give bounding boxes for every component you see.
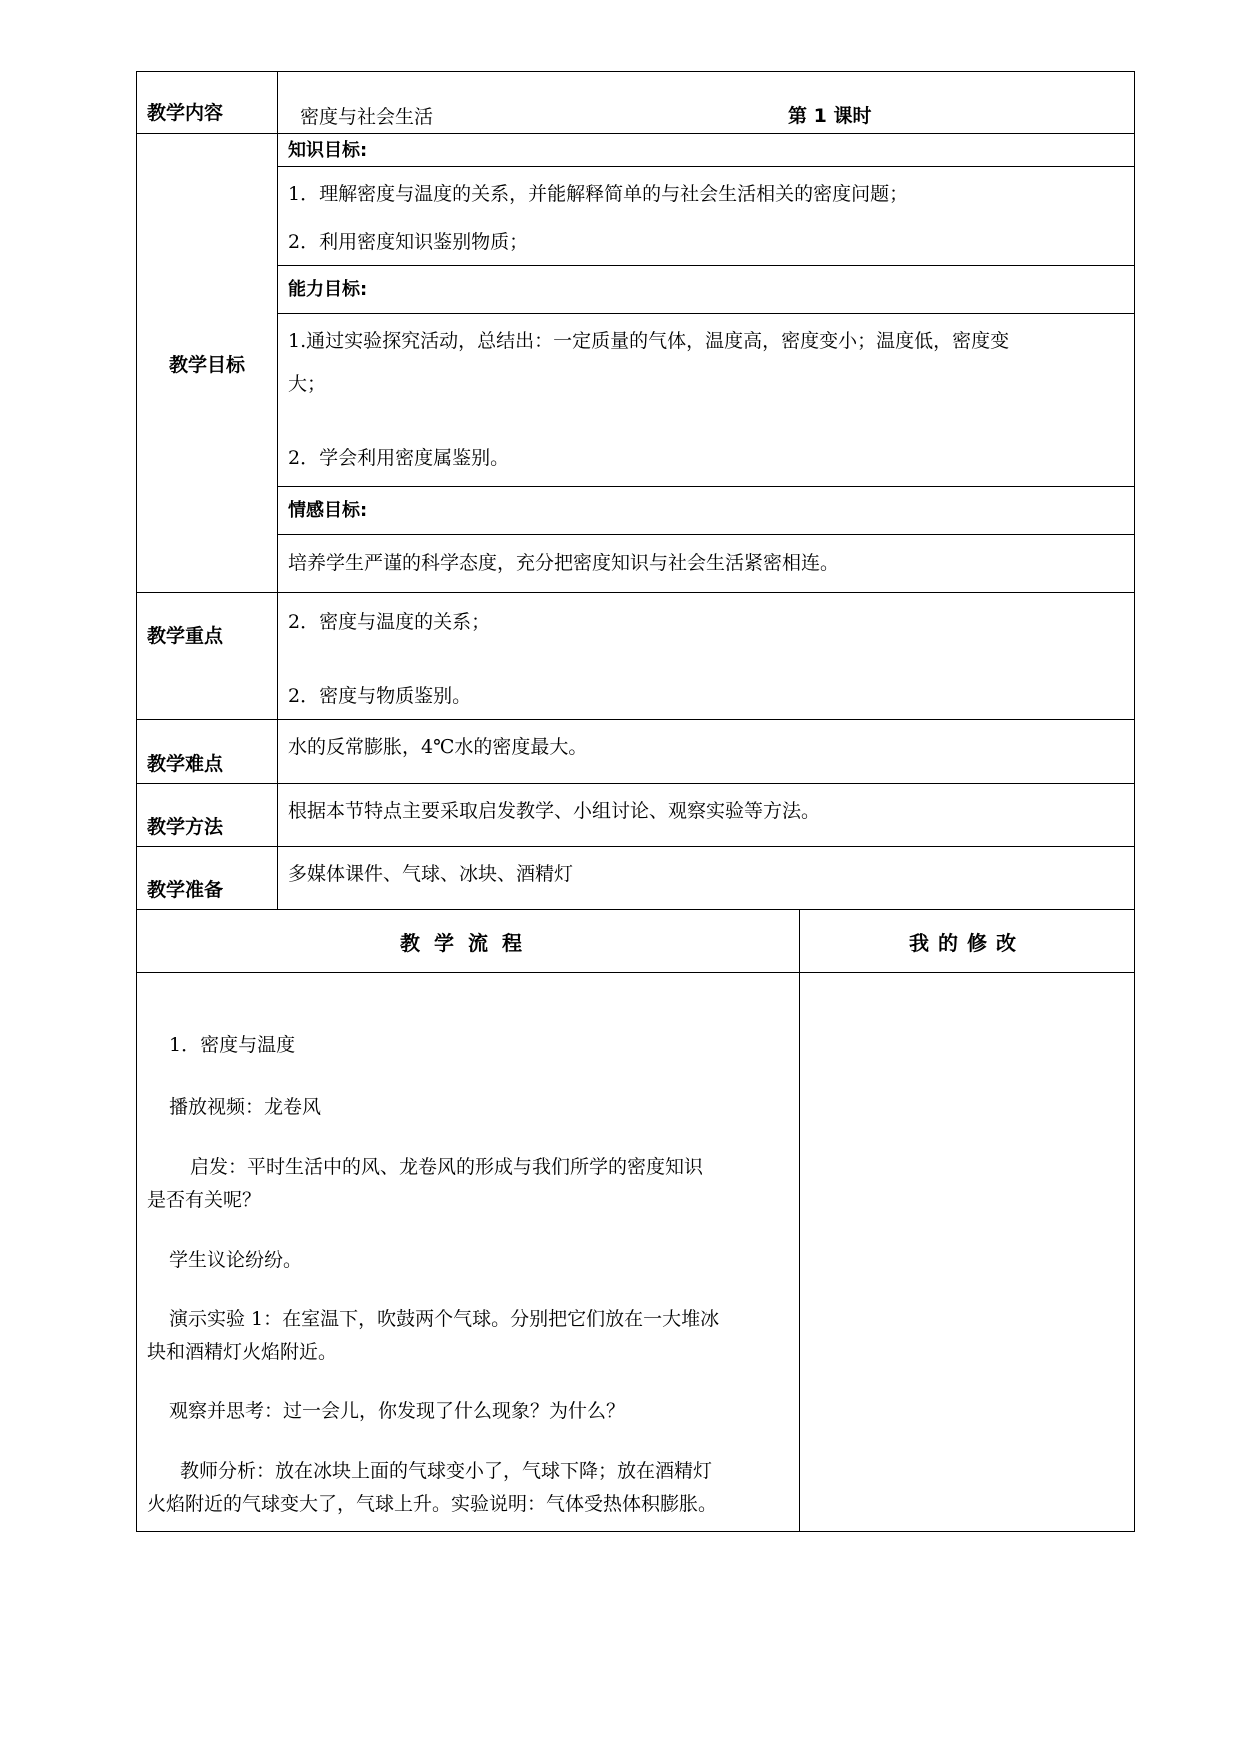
topic-text: 密度与社会生活 [300, 106, 434, 128]
preparation-label: 教学准备 [137, 847, 278, 910]
knowledge-item-1: 1．理解密度与温度的关系，并能解释简单的与社会生活相关的密度问题； [288, 183, 909, 205]
content-cell [278, 72, 1135, 134]
flow-p4: 学生议论纷纷。 [169, 1249, 303, 1271]
revision-header: 我的修改 [800, 910, 1135, 973]
knowledge-items [278, 167, 1134, 266]
knowledge-title: 知识目标: [278, 134, 1134, 167]
method-label: 教学方法 [137, 784, 278, 847]
flow-p7-line2: 火焰附近的气球变大了，气球上升。实验说明：气体受热体积膨胀。 [147, 1493, 718, 1515]
flow-p7-line1: 教师分析：放在冰块上面的气球变小了，气球下降；放在酒精灯 [180, 1460, 713, 1482]
difficulty-text: 水的反常膨胀，4℃水的密度最大。 [288, 736, 588, 758]
preparation-text: 多媒体课件、气球、冰块、酒精灯 [288, 863, 574, 885]
flow-header: 教学流程 [137, 910, 800, 973]
ability-items [278, 314, 1134, 487]
ability-item-1-line-1: 1.通过实验探究活动，总结出：一定质量的气体，温度高，密度变小；温度低，密度变 [288, 330, 1010, 352]
emotion-items [278, 535, 1134, 590]
lesson-plan-sheet [136, 71, 1134, 1532]
content-label: 教学内容 [137, 72, 278, 134]
objectives-cell [278, 134, 1135, 593]
key-points-cell [278, 593, 1135, 720]
difficulty-row [137, 720, 1135, 784]
flow-content [137, 973, 800, 1532]
flow-p3-line1: 启发：平时生活中的风、龙卷风的形成与我们所学的密度知识 [190, 1156, 704, 1178]
lesson-plan-table [136, 71, 1135, 1532]
preparation-row [137, 847, 1135, 910]
method-cell [278, 784, 1135, 847]
flow-p6: 观察并思考：过一会儿，你发现了什么现象？为什么？ [169, 1400, 626, 1422]
difficulty-cell [278, 720, 1135, 784]
ability-item-1-line-2: 大； [288, 373, 327, 395]
content-row [137, 72, 1135, 134]
method-text: 根据本节特点主要采取启发教学、小组讨论、观察实验等方法。 [288, 800, 821, 822]
key-point-1: 2．密度与温度的关系； [288, 611, 491, 633]
flow-p5-line1: 演示实验 1：在室温下，吹鼓两个气球。分别把它们放在一大堆冰 [169, 1308, 720, 1330]
preparation-cell [278, 847, 1135, 910]
key-points-row [137, 593, 1135, 720]
objectives-label: 教学目标 [137, 134, 278, 593]
objectives-row [137, 134, 1135, 593]
key-points-label: 教学重点 [137, 593, 278, 720]
method-row [137, 784, 1135, 847]
emotion-title: 情感目标: [278, 487, 1134, 535]
flow-p1: 1．密度与温度 [169, 1034, 296, 1056]
flow-p5-line2: 块和酒精灯火焰附近。 [147, 1341, 338, 1363]
flow-header-row [137, 910, 1135, 973]
key-point-2: 2．密度与物质鉴别。 [288, 685, 472, 707]
emotion-item: 培养学生严谨的科学态度，充分把密度知识与社会生活紧密相连。 [288, 552, 840, 574]
knowledge-item-2: 2．利用密度知识鉴别物质； [288, 231, 529, 253]
ability-item-2: 2．学会利用密度属鉴别。 [288, 447, 510, 469]
flow-p3-line2: 是否有关呢？ [147, 1189, 262, 1211]
difficulty-label: 教学难点 [137, 720, 278, 784]
revision-cell [800, 973, 1135, 1532]
flow-content-row [137, 973, 1135, 1532]
period-text: 第 1 课时 [788, 105, 872, 127]
flow-p2: 播放视频：龙卷风 [169, 1096, 322, 1118]
ability-title: 能力目标: [278, 266, 1134, 314]
